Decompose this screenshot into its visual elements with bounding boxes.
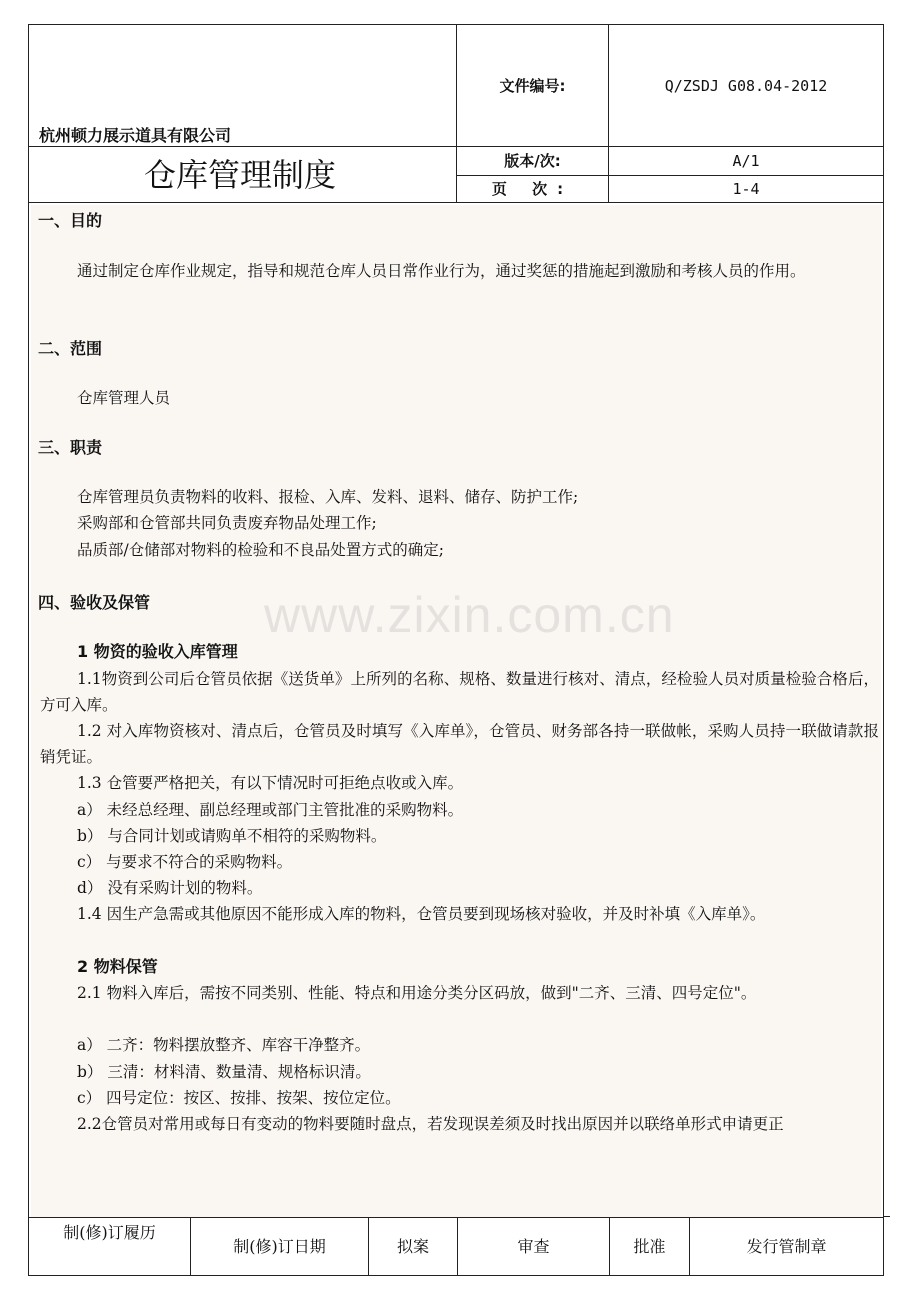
document-title: 仓库管理制度 <box>143 156 336 194</box>
section-purpose-title: 一、目的 <box>38 211 103 230</box>
page-label: 页 次: <box>457 175 609 202</box>
clause-1-4: 1.4 因生产急需或其他原因不能形成入库的物料，仓管员要到现场核对验收，并及时补填《入库单》。 <box>77 905 766 923</box>
doc-number-label: 文件编号: <box>457 25 609 146</box>
title-cell <box>29 146 457 202</box>
footer-review: 审查 <box>458 1218 610 1276</box>
section-scope-text: 仓库管理人员 <box>77 389 171 407</box>
header-info-grid <box>457 25 883 202</box>
list-item: c） 与要求不符合的采购物料。 <box>77 853 293 871</box>
list-item: b） 三清：材料清、数量清、规格标识清。 <box>77 1063 371 1081</box>
document-page <box>28 24 884 1276</box>
list-item: b） 与合同计划或请购单不相符的采购物料。 <box>77 827 387 845</box>
clause-2-2: 2.2仓管员对常用或每日有变动的物料要随时盘点，若发现误差须及时找出原因并以联络单形式申请更正 <box>77 1115 784 1133</box>
version-value: A/1 <box>609 146 883 175</box>
document-body <box>29 202 883 1217</box>
list-item: a） 未经总经理、副总经理或部门主管批准的采购物料。 <box>77 801 464 819</box>
section-receiving-title: 四、验收及保管 <box>38 593 151 612</box>
watermark: www.zixin.com.cn <box>264 587 675 643</box>
doc-number-value: Q/ZSDJ G08.04-2012 <box>664 77 828 95</box>
clause-1-3: 1.3 仓管要严格把关，有以下情况时可拒绝点收或入库。 <box>77 774 464 792</box>
section-scope-title: 二、范围 <box>38 339 103 358</box>
footer-approve: 批准 <box>610 1218 690 1276</box>
section-purpose-text: 通过制定仓库作业规定，指导和规范仓库人员日常作业行为，通过奖惩的措施起到激励和考核人员的作用。 <box>77 262 806 280</box>
approval-footer <box>29 1217 883 1275</box>
subsection-storage-title: 2 物料保管 <box>77 957 158 976</box>
divider <box>884 1216 890 1217</box>
footer-release-stamp: 发行管制章 <box>746 1237 827 1256</box>
footer-revision-history: 制(修)订履历 <box>29 1218 191 1276</box>
list-item: a） 二齐：物料摆放整齐、库容干净整齐。 <box>77 1036 371 1054</box>
footer-draft: 拟案 <box>369 1218 458 1276</box>
clause-1-2: 1.2 对入库物资核对、清点后，仓管员及时填写《入库单》，仓管员、财务部各持一联做帐，采购人员持一联做请款报销凭证。 <box>40 722 879 766</box>
duty-line: 品质部/仓储部对物料的检验和不良品处置方式的确定; <box>77 541 444 559</box>
list-item: d） 没有采购计划的物料。 <box>77 879 263 897</box>
footer-revision-date: 制(修)订日期 <box>191 1218 369 1276</box>
duty-line: 仓库管理员负责物料的收料、报检、入库、发料、退料、储存、防护工作; <box>77 488 579 506</box>
company-name: 杭州顿力展示道具有限公司 <box>39 126 232 145</box>
clause-2-1: 2.1 物料入库后，需按不同类别、性能、特点和用途分类分区码放，做到"二齐、三清、四号定位"。 <box>77 984 757 1002</box>
section-duty-title: 三、职责 <box>38 438 103 457</box>
page-value: 1-4 <box>609 175 883 202</box>
list-item: c） 四号定位：按区、按排、按架、按位定位。 <box>77 1089 401 1107</box>
subsection-receiving-title: 1 物资的验收入库管理 <box>77 642 238 661</box>
clause-1-1: 1.1物资到公司后仓管员依据《送货单》上所列的名称、规格、数量进行核对、清点，经检验人员对质量检验合格后，方可入库。 <box>40 670 879 714</box>
header-left <box>29 25 457 202</box>
duty-line: 采购部和仓管部共同负责废弃物品处理工作; <box>77 514 377 532</box>
version-label: 版本/次: <box>457 146 609 175</box>
